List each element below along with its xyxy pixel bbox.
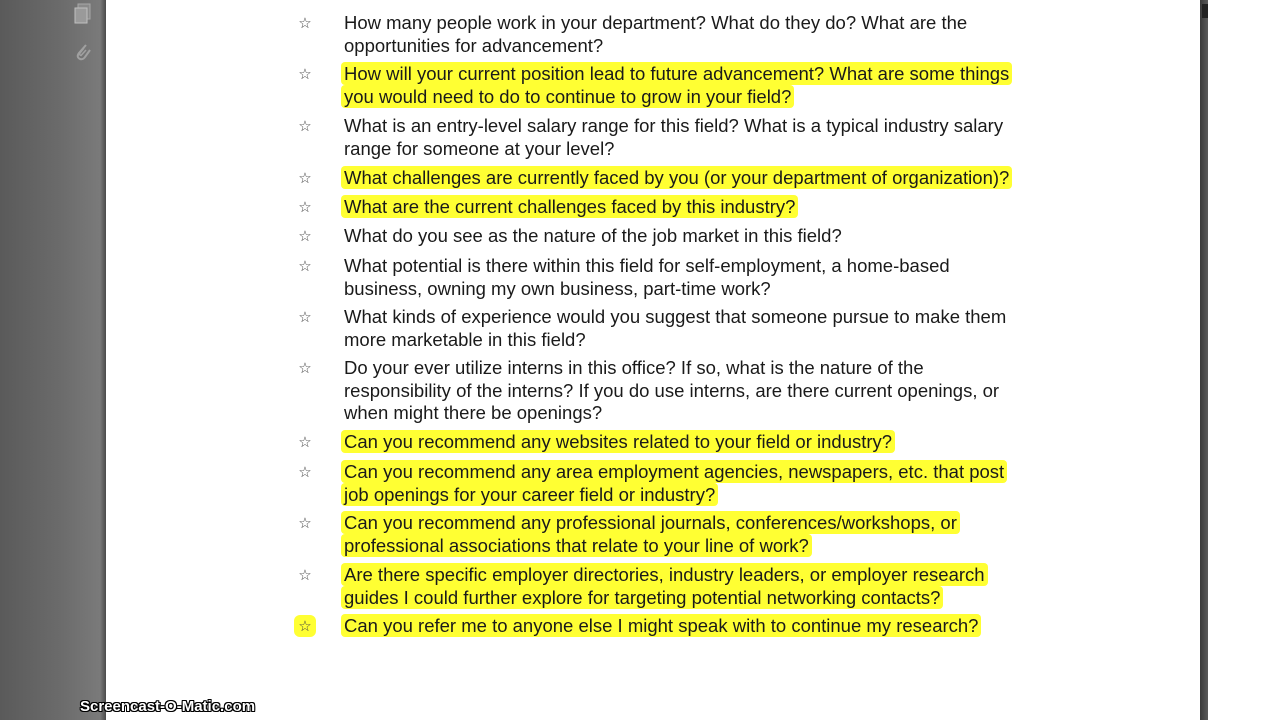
star-bullet-icon: ☆ [298, 13, 312, 32]
star-bullet-icon: ☆ [298, 256, 312, 275]
attachment-icon[interactable] [72, 40, 94, 64]
star-bullet-icon: ☆ [298, 116, 312, 135]
watermark: Screencast-O-Matic.com [80, 698, 256, 715]
star-bullet-icon: ☆ [298, 197, 312, 216]
star-bullet-icon: ☆ [298, 513, 312, 532]
right-edge [1200, 0, 1280, 720]
question-text: What do you see as the nature of the job market in this field? [344, 225, 842, 246]
document-page [106, 0, 1200, 720]
question-text: Can you recommend any websites related to your field or industry? [344, 431, 1064, 454]
star-bullet-icon: ☆ [298, 226, 312, 245]
page-shadow [1200, 0, 1208, 720]
question-text: How will your current position lead to future advancement? What are some things you would need to do to continue to grow in your field? [344, 63, 1064, 108]
star-bullet-icon: ☆ [298, 64, 312, 83]
pages-icon[interactable] [72, 2, 94, 26]
scrollbar-thumb[interactable] [1202, 4, 1208, 18]
question-text: What kinds of experience would you suggest that someone pursue to make them more marketable in this field? [344, 306, 1007, 350]
star-bullet-icon: ☆ [298, 565, 312, 584]
star-bullet-icon: ☆ [298, 307, 312, 326]
question-text: What potential is there within this field for self-employment, a home-based business, owning my own business, part-time work? [344, 255, 950, 299]
star-bullet-icon: ☆ [298, 358, 312, 377]
question-text: What is an entry-level salary range for this field? What is a typical industry salary range for someone at your level? [344, 115, 1004, 159]
question-text: Can you recommend any professional journals, conferences/workshops, or professional associations that relate to your line of work? [344, 512, 1064, 557]
star-bullet-icon: ☆ [298, 432, 312, 451]
star-bullet-icon: ☆ [298, 462, 312, 481]
star-bullet-icon: ☆ [298, 168, 312, 187]
question-text: Are there specific employer directories, industry leaders, or employer research guides I could further explore for targeting potential networking contacts? [344, 564, 1064, 609]
question-text: How many people work in your department? What do they do? What are the opportunities for advancement? [344, 12, 968, 56]
left-sidebar [0, 0, 106, 720]
question-text: Can you refer me to anyone else I might speak with to continue my research? [344, 615, 1064, 638]
question-text: Do your ever utilize interns in this office? If so, what is the nature of the responsibility of the interns? If you do use interns, are there current openings, or when might there be openings? [344, 357, 1000, 423]
question-text: Can you recommend any area employment agencies, newspapers, etc. that post job openings for your career field or industry? [344, 461, 1064, 506]
question-text: What are the current challenges faced by this industry? [344, 196, 1064, 219]
question-text: What challenges are currently faced by you (or your department of organization)? [344, 167, 1064, 190]
star-bullet-icon: ☆ [294, 615, 316, 637]
